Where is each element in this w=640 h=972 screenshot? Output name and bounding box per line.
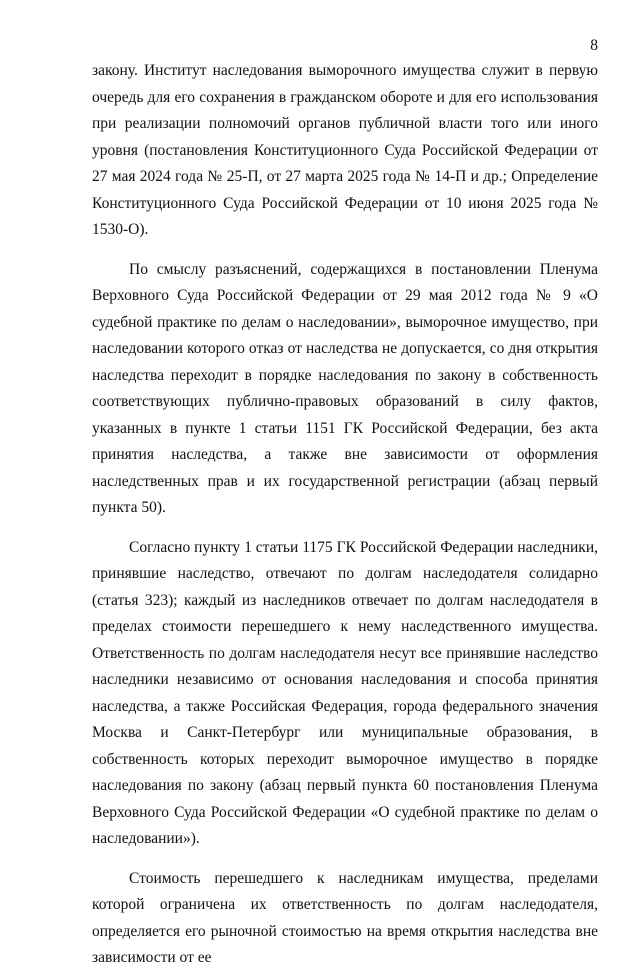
paragraph-property-value: Стоимость перешедшего к наследникам имущества, пределами которой ограничена их ответственность по долгам наследодателя, определяется его рыночной стоимостью на время открытия наследства вне зависимости от ее	[92, 869, 598, 966]
paragraph-plenum-explanation: По смыслу разъяснений, содержащихся в постановлении Пленума Верховного Суда Российской Федерации от 29 мая 2012 года № 9 «О судебной практике по делам о наследовании», выморочное имущество, при наследовании которого отказ от наследства не допускается, со дня открытия наследства переходит в порядке наследования по закону в собственность соответствующих публично-правовых образований в силу фактов, указанных в пункте 1 статьи 1151 ГК Российской Федерации, без акта принятия наследства, а также вне зависимости от оформления наследственных прав и их государственной регистрации (абзац первый пункта 50).	[92, 260, 598, 516]
document-body	[92, 58, 598, 972]
paragraph-article-1175: Согласно пункту 1 статьи 1175 ГК Российской Федерации наследники, принявшие наследство, отвечают по долгам наследодателя солидарно (статья 323); каждый из наследников отвечает по долгам наследодателя в пределах стоимости перешедшего к нему наследственного имущества. Ответственность по долгам наследодателя несут все принявшие наследство наследники независимо от основания наследования и способа принятия наследства, а также Российская Федерация, города федерального значения Москва и Санкт-Петербург или муниципальные образования, в собственность которых переходит выморочное имущество в порядке наследования по закону (абзац первый пункта 60 постановления Пленума Верховного Суда Российской Федерации «О судебной практике по делам о наследовании»).	[92, 538, 598, 847]
paragraph-continuation: закону. Институт наследования выморочного имущества служит в первую очередь для его сохранения в гражданском обороте и для его использования при реализации полномочий органов публичной власти того или иного уровня (постановления Конституционного Суда Российской Федерации от 27 мая 2024 года № 25-П, от 27 марта 2025 года № 14-П и др.; Определение Конституционного Суда Российской Федерации от 10 июня 2025 года № 1530-О).	[92, 62, 598, 238]
page-number: 8	[590, 37, 598, 54]
